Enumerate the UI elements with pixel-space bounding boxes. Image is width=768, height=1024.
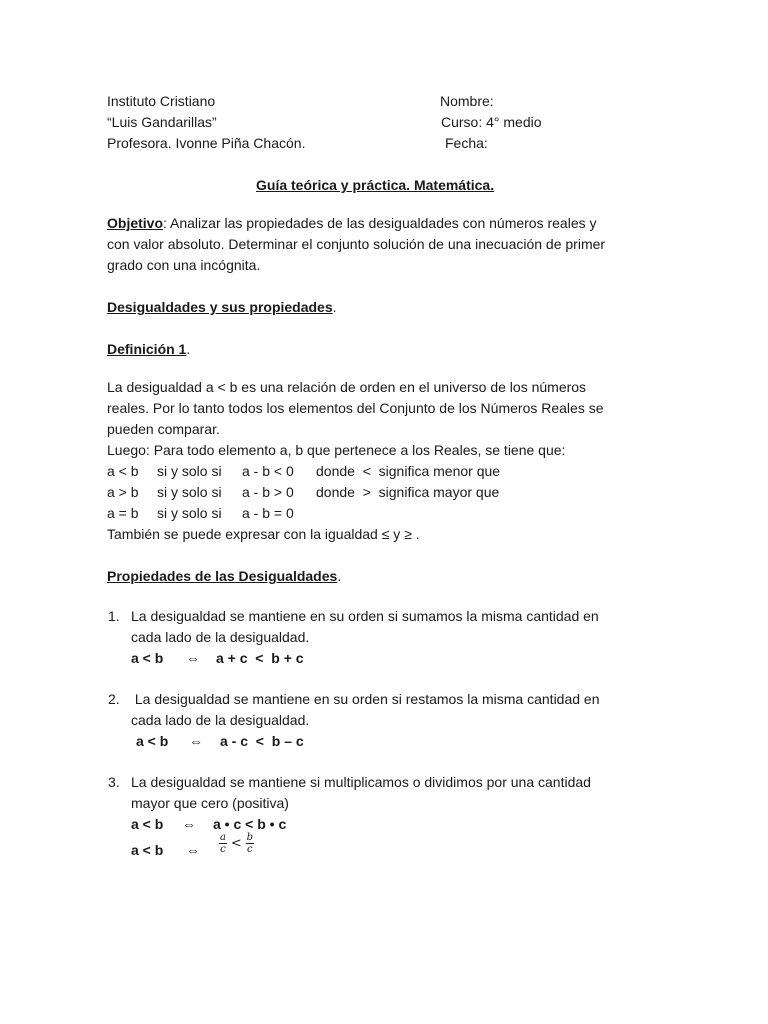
property-line1: La desigualdad se mantiene en su orden si restamos la misma cantidad en <box>131 691 600 707</box>
section-heading-period: . <box>332 299 337 315</box>
property-formula-lhs: a < b <box>131 816 164 832</box>
property-text <box>131 689 651 731</box>
definition-line1: La desigualdad a < b es una relación de orden en el universo de los números <box>107 379 587 395</box>
document-title: Guía teórica y práctica. Matemática. <box>256 177 495 193</box>
property-line2: cada lado de la desigualdad. <box>131 629 310 645</box>
property-line1: La desigualdad se mantiene si multiplicamos o dividimos por una cantidad <box>131 774 591 790</box>
rule-lhs: a = b <box>107 505 139 521</box>
definition-heading <box>107 339 190 360</box>
rule-expr: a - b < 0 <box>242 463 294 479</box>
fraction-b-over-c <box>246 832 254 855</box>
property-number: 3. <box>108 774 120 790</box>
fraction-a-over-c <box>219 832 227 855</box>
school-name-line1: Instituto Cristiano <box>107 93 216 109</box>
rule-where: donde > significa mayor que <box>316 484 500 500</box>
property-text <box>131 606 651 648</box>
property-formula2-lhs: a < b <box>131 842 164 858</box>
section-heading-inequalities <box>107 297 337 318</box>
objective-line3: grado con una incógnita. <box>107 257 261 273</box>
less-than-sign: < <box>230 836 242 851</box>
property-formula-rhs: a - c < b – c <box>220 733 304 749</box>
definition-line4: Luego: Para todo elemento a, b que pertenece a los Reales, se tiene que: <box>107 442 566 458</box>
section-heading-properties-text: Propiedades de las Desigualdades <box>107 568 338 584</box>
course-label: Curso: 4° medio <box>441 114 542 130</box>
iff-icon: ⇔ <box>186 650 200 666</box>
fraction-denominator: c <box>247 844 253 855</box>
definition-line3: pueden comparar. <box>107 421 220 437</box>
section-heading-period: . <box>337 568 342 584</box>
student-name-label: Nombre: <box>440 93 494 109</box>
fraction-numerator: b <box>246 832 254 843</box>
date-label: Fecha: <box>445 135 488 151</box>
property-line2: mayor que cero (positiva) <box>131 795 289 811</box>
property-line1: La desigualdad se mantiene en su orden si sumamos la misma cantidad en <box>131 608 599 624</box>
teacher-name: Profesora. Ivonne Piña Chacón. <box>107 135 306 151</box>
also-expressed-line: También se puede expresar con la igualdad ≤ y ≥ . <box>107 526 420 542</box>
definition-line2: reales. Por lo tanto todos los elementos del Conjunto de los Números Reales se <box>107 400 604 416</box>
iff-icon: ⇔ <box>189 733 203 749</box>
rule-iff: si y solo si <box>157 463 222 479</box>
property-formula-rhs: a • c < b • c <box>213 816 287 832</box>
rule-iff: si y solo si <box>157 484 222 500</box>
rule-lhs: a < b <box>107 463 139 479</box>
property-formula-lhs: a < b <box>131 650 164 666</box>
objective-line1: : Analizar las propiedades de las desigualdades con números reales y <box>163 215 597 231</box>
section-heading-properties <box>107 566 341 587</box>
school-name-line2: “Luis Gandarillas” <box>107 114 217 130</box>
property-line2: cada lado de la desigualdad. <box>131 712 310 728</box>
iff-icon: ⇔ <box>186 842 200 858</box>
property-number: 2. <box>108 691 120 707</box>
property-number: 1. <box>108 608 120 624</box>
definition-paragraph <box>107 377 687 461</box>
fraction-inequality <box>219 832 254 855</box>
property-text <box>131 772 651 814</box>
fraction-numerator: a <box>220 832 226 843</box>
property-formula-rhs: a + c < b + c <box>216 650 304 666</box>
rule-where: donde < significa menor que <box>316 463 501 479</box>
objective-paragraph <box>107 213 667 276</box>
iff-icon: ⇔ <box>182 816 196 832</box>
definition-heading-period: . <box>186 341 191 357</box>
property-formula-lhs: a < b <box>136 733 169 749</box>
section-heading-inequalities-text: Desigualdades y sus propiedades <box>107 299 333 315</box>
rule-expr: a - b = 0 <box>242 505 294 521</box>
fraction-denominator: c <box>220 844 226 855</box>
rule-lhs: a > b <box>107 484 139 500</box>
rule-iff: si y solo si <box>157 505 222 521</box>
definition-heading-text: Definición 1 <box>107 341 187 357</box>
objective-label: Objetivo <box>107 215 164 231</box>
objective-line2: con valor absoluto. Determinar el conjunto solución de una inecuación de primer <box>107 236 606 252</box>
rule-expr: a - b > 0 <box>242 484 294 500</box>
